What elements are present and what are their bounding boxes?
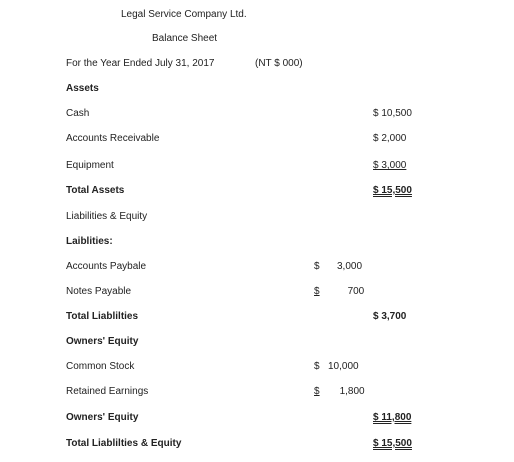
liability-value-payable: 3,000 (337, 261, 363, 272)
liability-underline-notes (314, 286, 365, 298)
asset-value-receivable: $ 2,000 (373, 133, 407, 144)
equity-label-common-stock: Common Stock (66, 361, 135, 372)
company-name: Legal Service Company Ltd. (121, 9, 247, 20)
statement-title: Balance Sheet (152, 33, 218, 44)
total-liabilities-value: $ 3,700 (373, 311, 407, 322)
equity-dollar-common-stock: $ (314, 361, 320, 372)
total-equity-value: $ 11,800 (373, 412, 412, 423)
asset-value-equipment: $ 3,000 (373, 160, 407, 171)
liabilities-heading: Laiblities: (66, 236, 113, 247)
asset-label-cash: Cash (66, 108, 90, 119)
total-assets-label: Total Assets (66, 185, 125, 196)
grand-total-label: Total Liablilties & Equity (66, 438, 182, 449)
liability-label-notes: Notes Payable (66, 286, 132, 297)
total-liabilities-label: Total Liablilties (66, 311, 139, 322)
liability-value-notes: 700 (347, 286, 365, 297)
asset-label-equipment: Equipment (66, 160, 114, 171)
grand-total-value: $ 15,500 (373, 438, 412, 449)
total-assets-value: $ 15,500 (373, 185, 412, 196)
liability-dollar-notes: $ (314, 286, 320, 297)
asset-label-receivable: Accounts Receivable (66, 133, 160, 144)
liability-label-payable: Accounts Paybale (66, 261, 147, 272)
equity-dollar-retained: $ (314, 386, 320, 397)
asset-value-cash: $ 10,500 (373, 108, 412, 119)
total-equity-label: Owners' Equity (66, 412, 139, 423)
assets-heading: Assets (66, 83, 99, 94)
unit-label: (NT $ 000) (255, 58, 303, 69)
equity-heading: Owners' Equity (66, 336, 139, 347)
equity-value-retained: 1,800 (339, 386, 365, 397)
equity-value-common-stock: 10,000 (328, 361, 359, 372)
liabilities-equity-heading: Liabilities & Equity (66, 211, 148, 222)
period-label: For the Year Ended July 31, 2017 (66, 58, 215, 69)
liability-dollar-payable: $ (314, 261, 320, 272)
equity-underline-retained (314, 386, 365, 398)
equity-label-retained: Retained Earnings (66, 386, 149, 397)
